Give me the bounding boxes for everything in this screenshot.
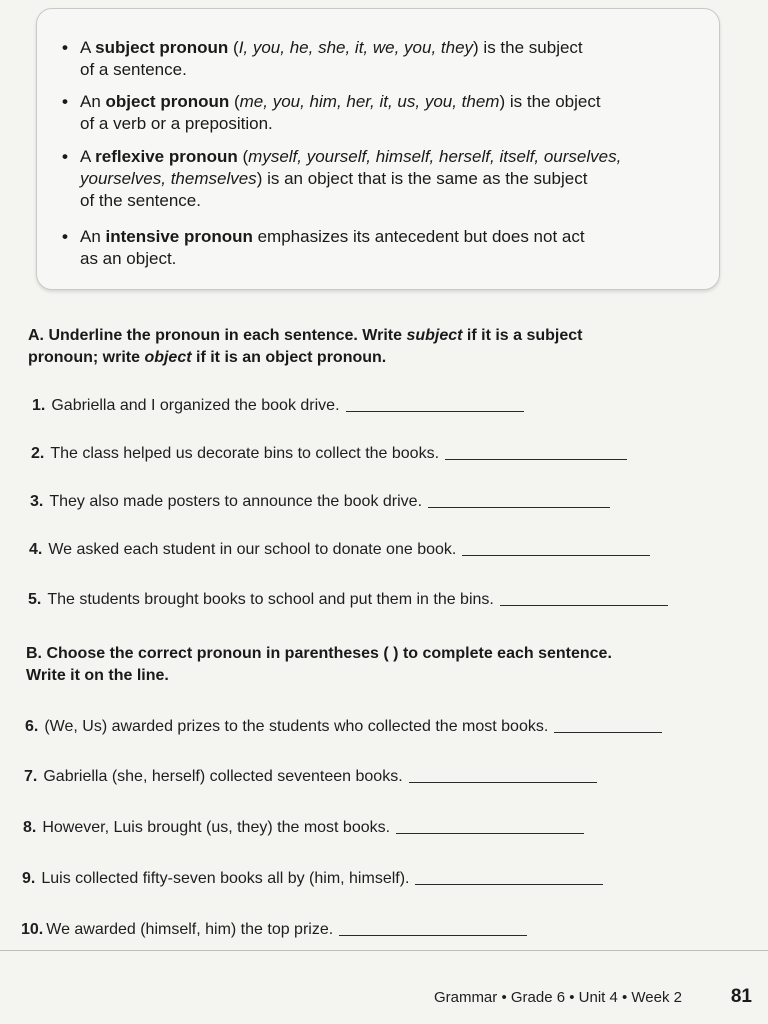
answer-blank[interactable] [415, 884, 603, 885]
answer-blank[interactable] [339, 935, 527, 936]
answer-blank[interactable] [346, 411, 524, 412]
divider [0, 950, 768, 951]
answer-blank[interactable] [428, 507, 610, 508]
term: intensive pronoun [105, 227, 253, 246]
rule-intensive-pronoun: • An intensive pronoun emphasizes its antecedent but does not act as an object. [62, 227, 585, 268]
term: subject pronoun [95, 38, 229, 57]
question-4: 4. We asked each student in our school to donate one book. [29, 540, 650, 560]
question-5: 5. The students brought books to school and put them in the bins. [28, 590, 668, 610]
page-number: 81 [730, 986, 752, 1007]
bullet: • [62, 38, 68, 57]
question-3: 3. They also made posters to announce the book drive. [30, 492, 610, 512]
question-2: 2. The class helped us decorate bins to collect the books. [31, 444, 627, 464]
answer-blank[interactable] [554, 732, 662, 733]
question-9: 9. Luis collected fifty-seven books all by (him, himself). [22, 869, 603, 889]
bullet: • [62, 92, 68, 111]
answer-blank[interactable] [409, 782, 597, 783]
bullet: • [62, 227, 68, 246]
question-1: 1. Gabriella and I organized the book drive. [32, 396, 524, 416]
bullet: • [62, 147, 68, 166]
answer-blank[interactable] [462, 555, 650, 556]
question-10: 10. We awarded (himself, him) the top prize. [21, 920, 527, 940]
section-a-instructions: A. Underline the pronoun in each sentence. Write subject if it is a subject pronoun; write object if it is an object pronoun. [28, 327, 583, 366]
term: object pronoun [105, 92, 230, 111]
answer-blank[interactable] [396, 833, 584, 834]
footer-label: Grammar • Grade 6 • Unit 4 • Week 2 [433, 989, 682, 1006]
term: reflexive pronoun [95, 147, 238, 166]
answer-blank[interactable] [500, 605, 668, 606]
section-b-instructions: B. Choose the correct pronoun in parentheses ( ) to complete each sentence. Write it on the line. [26, 645, 612, 684]
question-7: 7. Gabriella (she, herself) collected seventeen books. [24, 767, 597, 787]
question-6: 6. (We, Us) awarded prizes to the students who collected the most books. [25, 717, 662, 737]
rule-reflexive-pronoun: • A reflexive pronoun (myself, yourself, himself, herself, itself, ourselves, yourselves, themselves) is an object that is the same as the subject of the sentence. [62, 147, 622, 210]
rule-object-pronoun: • An object pronoun (me, you, him, her, it, us, you, them) is the object of a verb or a preposition. [62, 92, 601, 133]
rule-subject-pronoun: • A subject pronoun (I, you, he, she, it, we, you, they) is the subject of a sentence. [62, 38, 583, 79]
answer-blank[interactable] [445, 459, 627, 460]
question-8: 8. However, Luis brought (us, they) the most books. [23, 818, 584, 838]
